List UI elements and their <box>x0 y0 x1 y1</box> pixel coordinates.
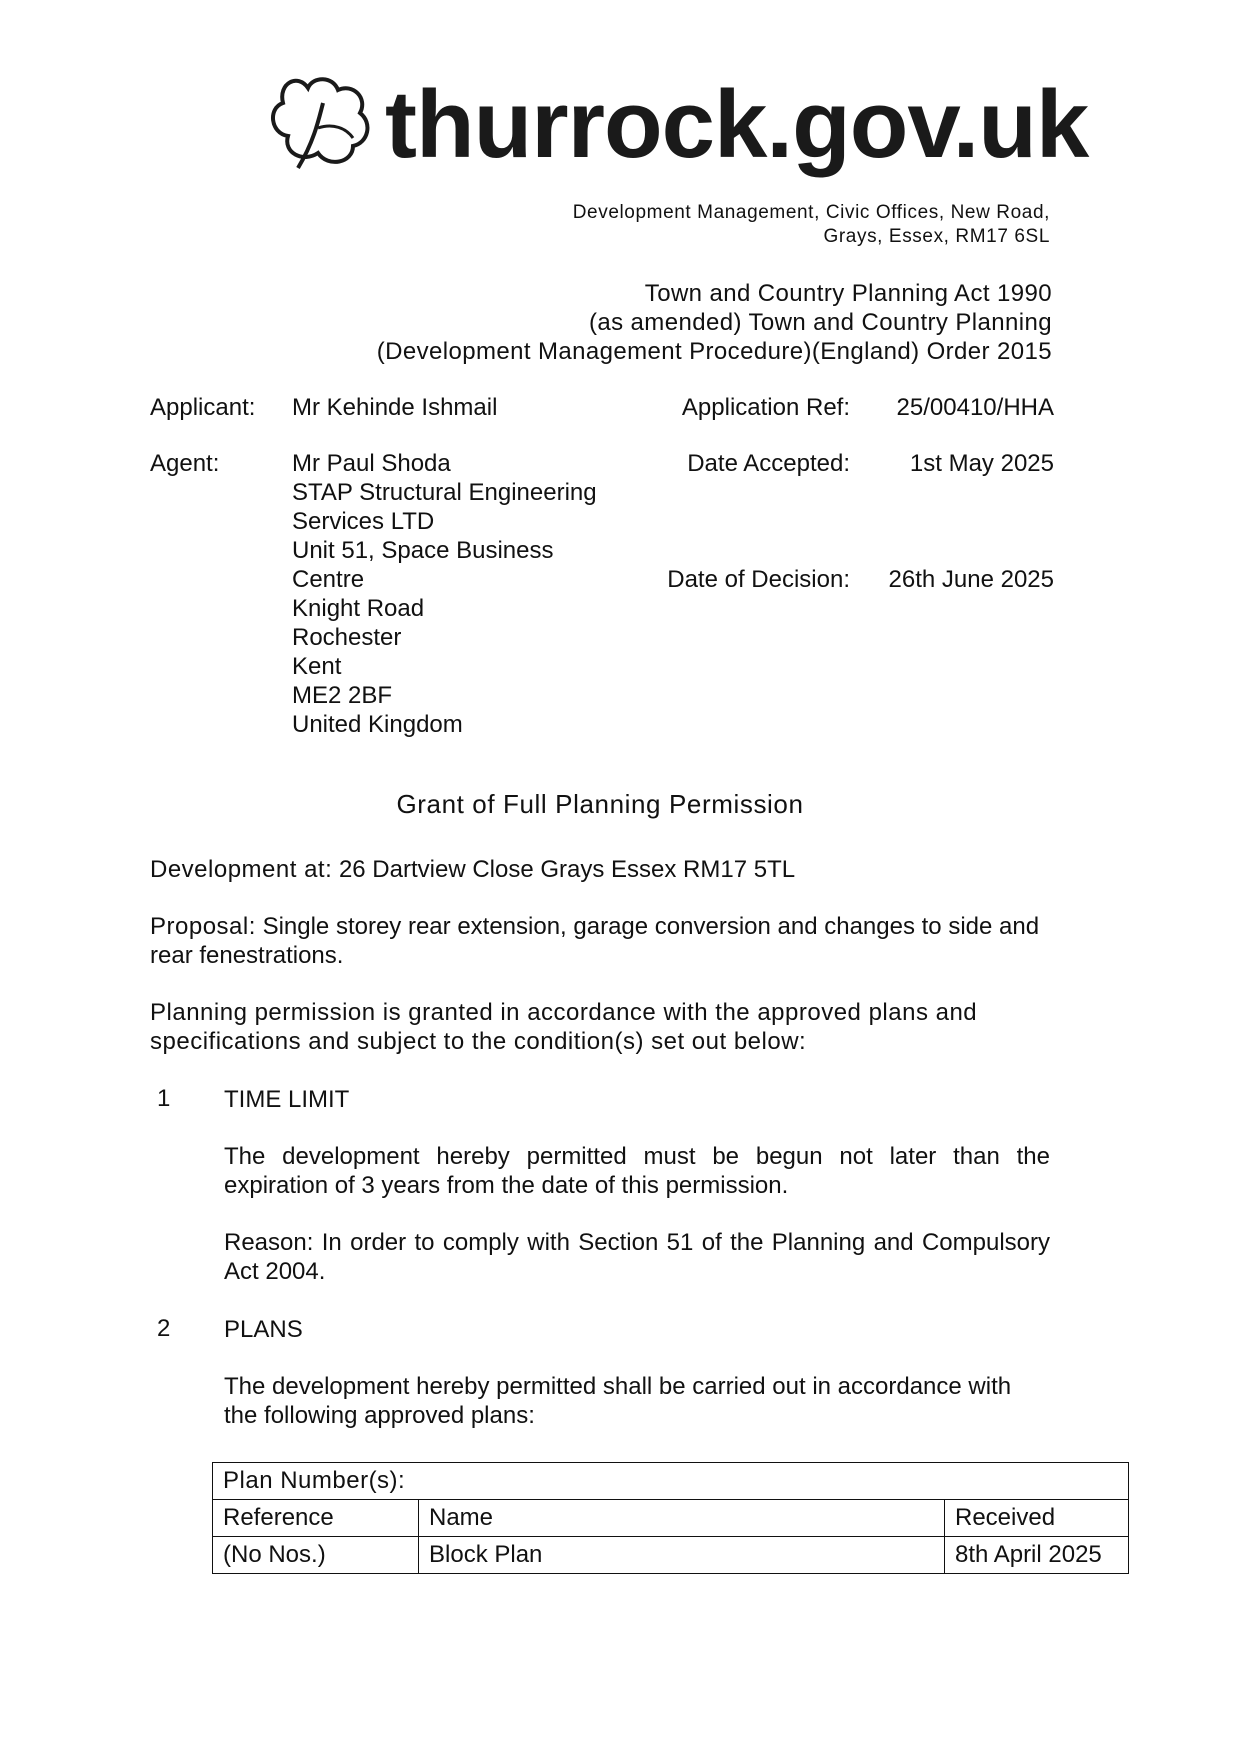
agent-label: Agent: <box>150 450 220 477</box>
condition-text: The development hereby permitted must be begun not later than the expiration of 3 years from the date of this permission. <box>224 1143 1050 1199</box>
act-line-1: Town and Country Planning Act 1990 <box>644 280 1052 307</box>
agent-address <box>292 449 597 739</box>
table-cell: 8th April 2025 <box>945 1537 1129 1574</box>
application-ref-label: Application Ref: <box>681 394 850 421</box>
date-accepted-label: Date Accepted: <box>687 450 850 477</box>
agent-line: Rochester <box>292 624 402 651</box>
table-header: Reference <box>213 1500 419 1537</box>
date-of-decision-label: Date of Decision: <box>667 566 850 593</box>
grant-line-1: Planning permission is granted in accordance with the approved plans and <box>150 999 978 1026</box>
applicant-value: Mr Kehinde Ishmail <box>292 394 498 421</box>
address-line-2: Grays, Essex, RM17 6SL <box>823 226 1050 247</box>
council-address <box>573 201 1050 249</box>
legislation-block <box>377 279 1052 366</box>
act-line-3: (Development Management Procedure)(England) Order 2015 <box>376 338 1052 365</box>
proposal-value: Single storey rear extension, garage conversion and changes to side and rear fenestrations. <box>150 913 1040 969</box>
applicant-label: Applicant: <box>150 394 256 421</box>
table-row <box>213 1537 1129 1574</box>
date-accepted-value: 1st May 2025 <box>909 450 1054 477</box>
development-at <box>150 855 1050 884</box>
table-header: Received <box>945 1500 1129 1537</box>
condition-heading: TIME LIMIT <box>224 1086 350 1113</box>
address-line-1: Development Management, Civic Offices, New Road, <box>572 202 1050 223</box>
table-header-row <box>213 1500 1129 1537</box>
agent-line: STAP Structural Engineering <box>292 479 597 506</box>
agent-line: Mr Paul Shoda <box>292 450 451 477</box>
table-caption-row <box>213 1463 1129 1500</box>
logo-wordmark: thurrock.gov.uk <box>385 71 1089 178</box>
condition-number: 2 <box>157 1315 171 1342</box>
date-of-decision-value: 26th June 2025 <box>888 566 1054 593</box>
development-label: Development at: <box>150 856 333 883</box>
condition-text: The development hereby permitted shall be carried out in accordance with the following approved plans: <box>224 1373 1012 1429</box>
condition-heading: PLANS <box>224 1316 303 1343</box>
agent-line: ME2 2BF <box>292 682 393 709</box>
condition-reason: Reason: In order to comply with Section 51 of the Planning and Compulsory Act 2004. <box>224 1229 1050 1285</box>
approved-plans-table <box>212 1462 1129 1574</box>
act-line-2: (as amended) Town and Country Planning <box>588 309 1052 336</box>
agent-line: United Kingdom <box>292 711 463 738</box>
agent-line: Kent <box>292 653 342 680</box>
application-ref-value: 25/00410/HHA <box>896 394 1054 421</box>
grant-line-2: specifications and subject to the condition(s) set out below: <box>150 1028 807 1055</box>
development-value: 26 Dartview Close Grays Essex RM17 5TL <box>338 856 796 883</box>
thurrock-oak-leaf-logo <box>268 68 388 183</box>
table-cell: (No Nos.) <box>213 1537 419 1574</box>
proposal <box>150 912 1040 970</box>
table-header: Name <box>419 1500 945 1537</box>
proposal-label: Proposal: <box>150 913 256 940</box>
grant-statement <box>150 998 1050 1056</box>
agent-line: Knight Road <box>292 595 425 622</box>
table-cell: Block Plan <box>419 1537 945 1574</box>
document-title: Grant of Full Planning Permission <box>396 789 804 819</box>
agent-line: Services LTD <box>292 508 435 535</box>
agent-line: Unit 51, Space Business <box>292 537 554 564</box>
condition-number: 1 <box>157 1085 171 1112</box>
agent-line: Centre <box>292 566 365 593</box>
table-caption: Plan Number(s): <box>213 1463 1129 1500</box>
